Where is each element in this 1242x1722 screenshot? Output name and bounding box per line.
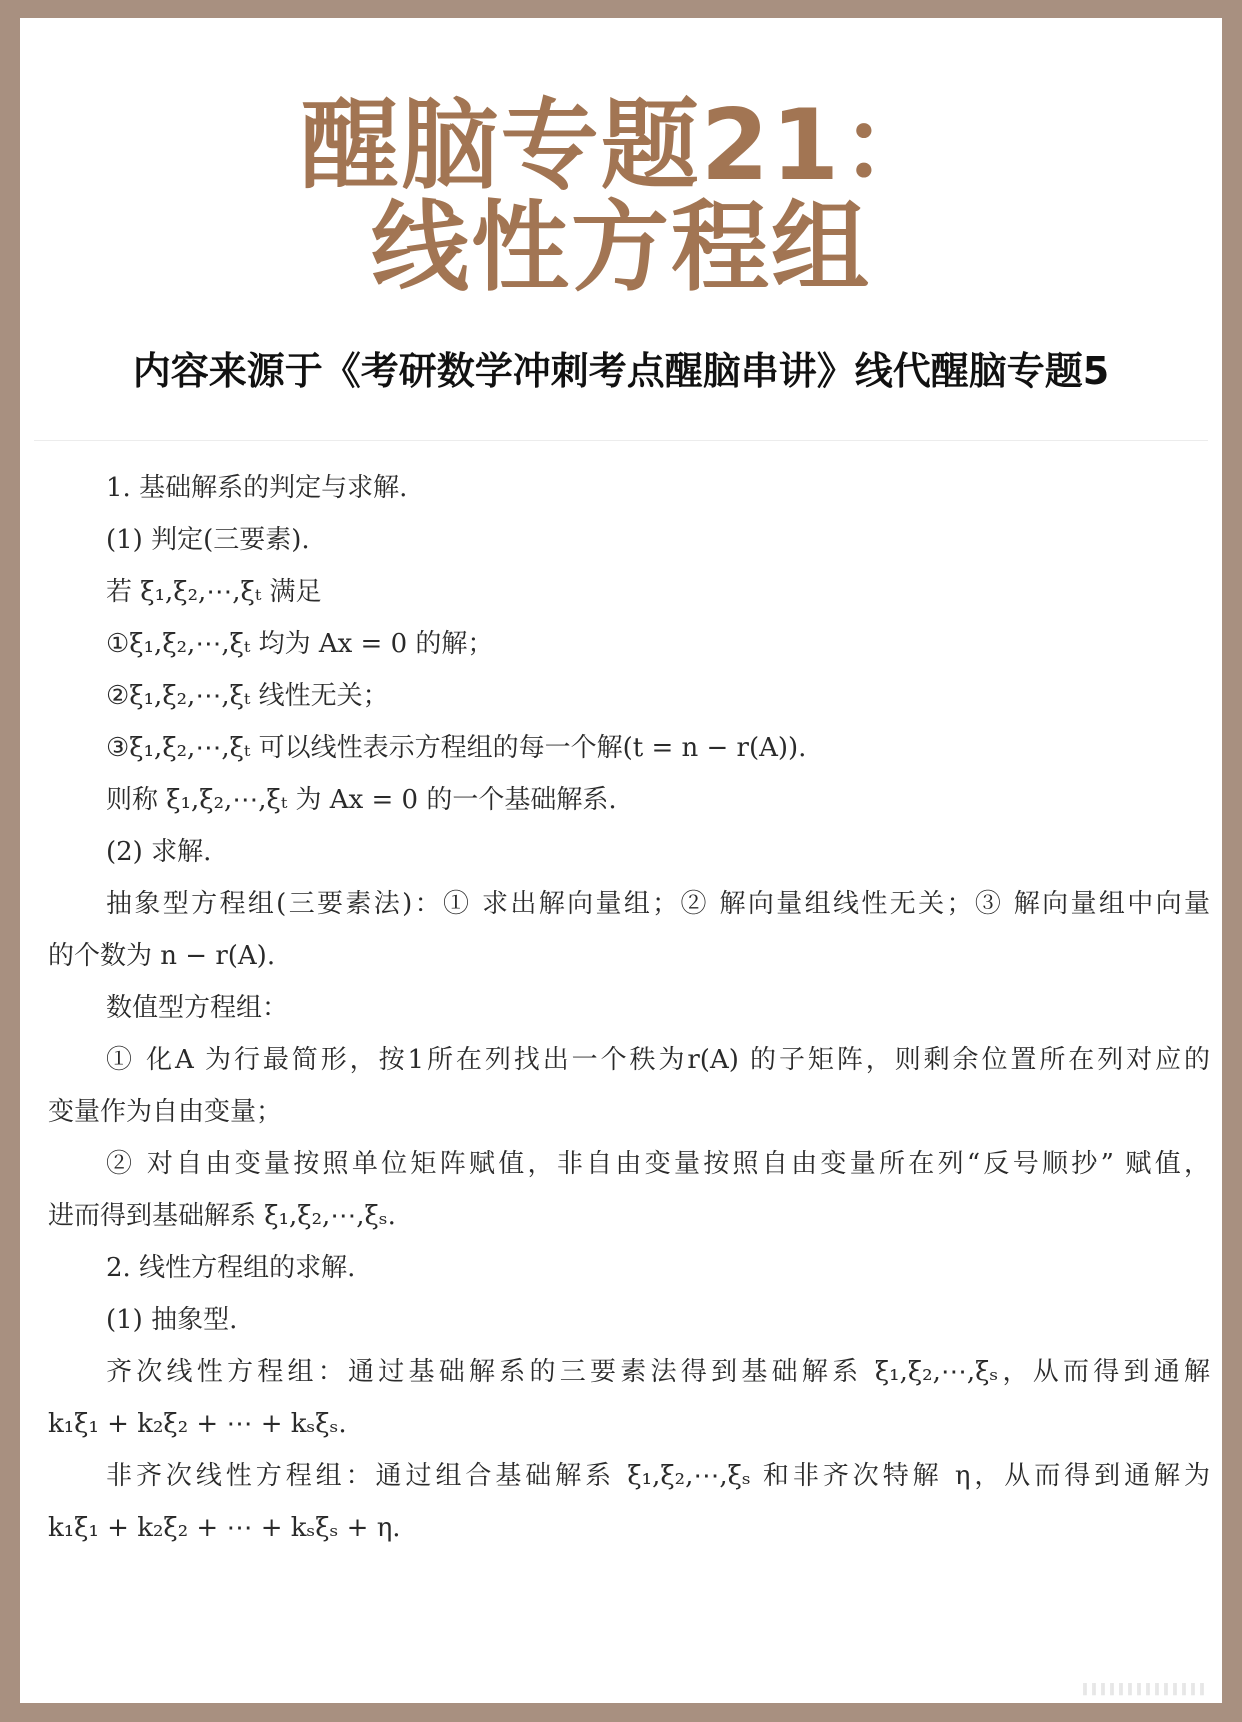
definition-line: 则称 ξ₁,ξ₂,⋯,ξₜ 为 Ax = 0 的一个基础解系.: [106, 785, 617, 815]
title-line-2: 线性方程组: [370, 191, 871, 305]
condition-1: ①ξ₁,ξ₂,⋯,ξₜ 均为 Ax = 0 的解；: [106, 629, 494, 659]
section-heading-2: 2. 线性方程组的求解.: [106, 1253, 356, 1283]
abstract-method-line: 抽象型方程组(三要素法)：① 求出解向量组；② 解向量组线性无关；③ 解向量组中向量: [106, 889, 1210, 919]
title-line-1: 醒脑专题21：: [300, 89, 942, 203]
numeric-step-1: ① 化A 为行最简形，按1所在列找出一个秩为r(A) 的子矩阵，则剩余位置所在列对应的: [106, 1045, 1210, 1075]
condition-3: ③ξ₁,ξ₂,⋯,ξₜ 可以线性表示方程组的每一个解(t = n − r(A)).: [106, 733, 807, 763]
watermark: ‖‖‖‖‖‖‖‖‖‖‖‖‖‖: [1082, 1681, 1208, 1695]
subsection-abstract: (1) 抽象型.: [106, 1305, 238, 1335]
subsection-solve: (2) 求解.: [106, 837, 212, 867]
divider: [34, 440, 1208, 441]
document-page: [20, 18, 1222, 1703]
condition-2: ②ξ₁,ξ₂,⋯,ξₜ 线性无关；: [106, 681, 389, 711]
nonhomogeneous-formula: k₁ξ₁ + k₂ξ₂ + ⋯ + kₛξₛ + η.: [48, 1513, 401, 1543]
numeric-step-2-cont: 进而得到基础解系 ξ₁,ξ₂,⋯,ξₛ.: [48, 1201, 396, 1231]
numeric-step-2: ② 对自由变量按照单位矩阵赋值，非自由变量按照自由变量所在列“反号顺抄” 赋值，: [106, 1149, 1210, 1179]
subsection-judgement: (1) 判定(三要素).: [106, 525, 310, 555]
abstract-method-cont: 的个数为 n − r(A).: [48, 941, 276, 971]
text-line: 若 ξ₁,ξ₂,⋯,ξₜ 满足: [106, 577, 322, 607]
numeric-step-1-cont: 变量作为自由变量；: [48, 1097, 283, 1127]
homogeneous-formula: k₁ξ₁ + k₂ξ₂ + ⋯ + kₛξₛ.: [48, 1409, 347, 1439]
homogeneous-line: 齐次线性方程组：通过基础解系的三要素法得到基础解系 ξ₁,ξ₂,⋯,ξₛ，从而得到通解: [106, 1357, 1210, 1387]
content-body: [48, 462, 1210, 1554]
numeric-method-heading: 数值型方程组：: [106, 993, 289, 1023]
nonhomogeneous-line: 非齐次线性方程组：通过组合基础解系 ξ₁,ξ₂,⋯,ξₛ 和非齐次特解 η，从而得到通解为: [106, 1461, 1210, 1491]
section-heading-1: 1. 基础解系的判定与求解.: [106, 473, 408, 503]
subtitle: 内容来源于《考研数学冲刺考点醒脑串讲》线代醒脑专题5: [132, 349, 1110, 393]
